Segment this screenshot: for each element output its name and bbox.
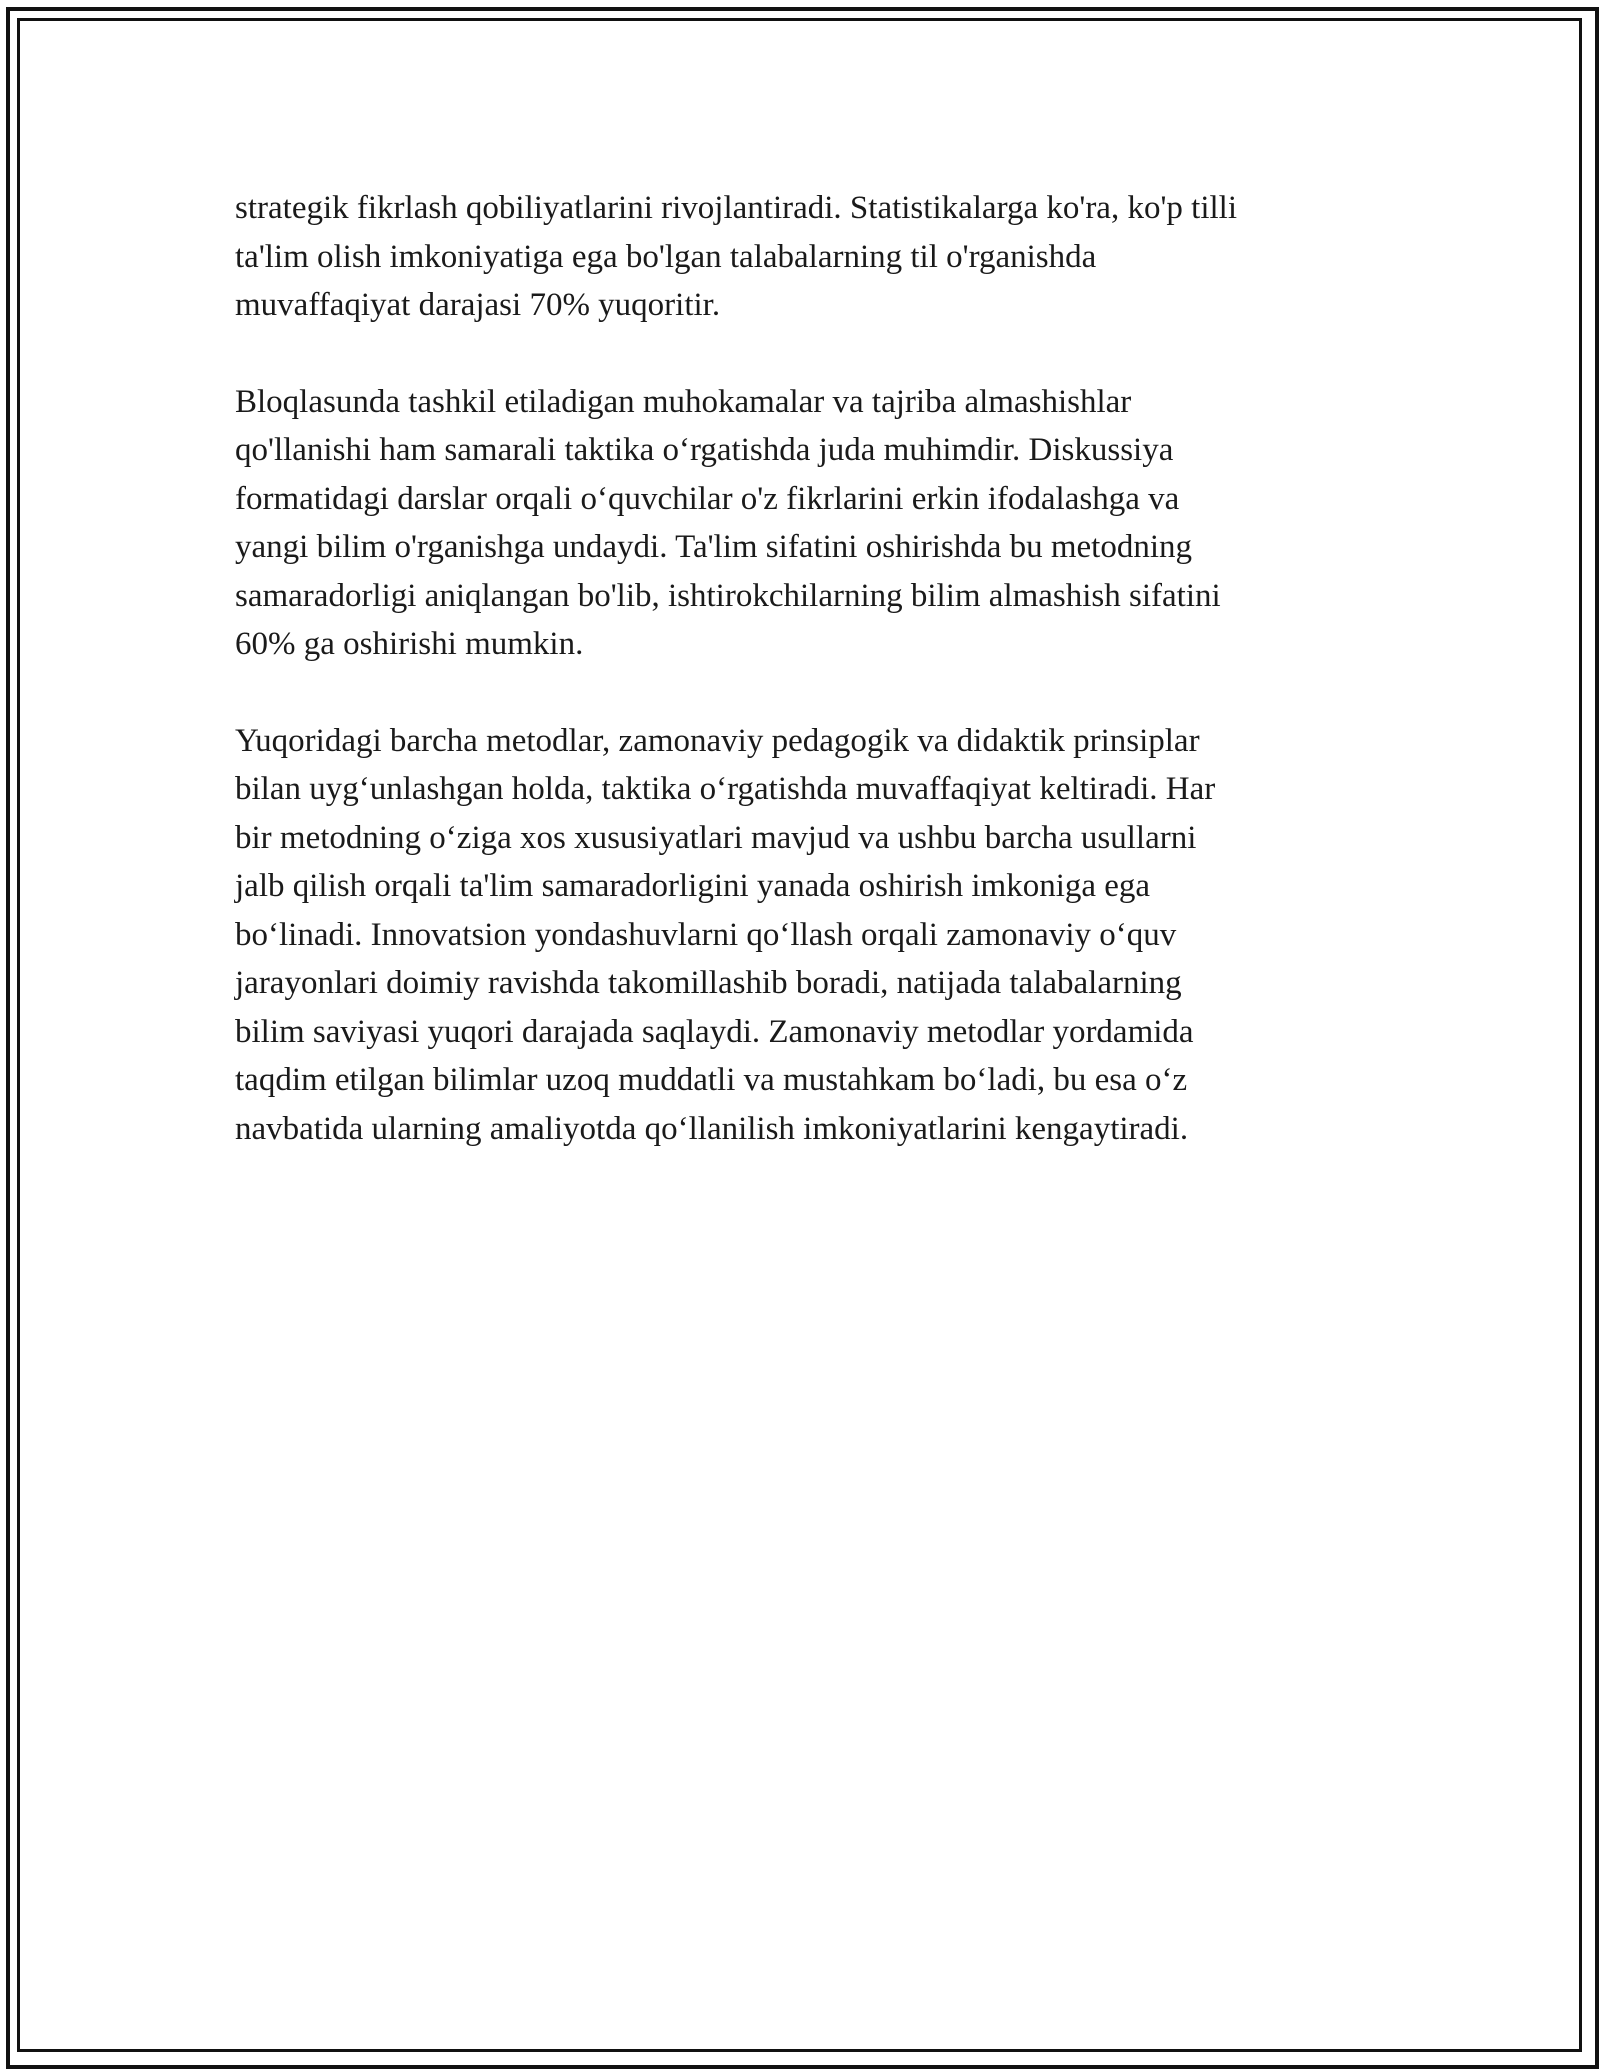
- text-line: taqdim etilgan bilimlar uzoq muddatli va mustahkam bo‘ladi, bu esa o‘z: [235, 1062, 1188, 1098]
- text-line: qo'llanishi ham samarali taktika o‘rgatishda juda muhimdir. Diskussiya: [235, 432, 1174, 468]
- text-line: ta'lim olish imkoniyatiga ega bo'lgan talabalarning til o'rganishda: [235, 238, 1097, 275]
- text-line: formatidagi darslar orqali o‘quvchilar o'z fikrlarini erkin ifodalashga va: [235, 480, 1180, 517]
- paragraph-3: [235, 717, 1365, 1154]
- paragraph-1: [235, 184, 1365, 330]
- paragraph-2: [235, 378, 1365, 669]
- text-line: bir metodning o‘ziga xos xususiyatlari mavjud va ushbu barcha usullarni: [235, 819, 1197, 856]
- text-line: 60% ga oshirishi mumkin.: [235, 626, 584, 662]
- text-line: Yuqoridagi barcha metodlar, zamonaviy pedagogik va didaktik prinsiplar: [235, 722, 1200, 759]
- text-line: bo‘linadi. Innovatsion yondashuvlarni qo‘llash orqali zamonaviy o‘quv: [235, 916, 1177, 953]
- text-line: jarayonlari doimiy ravishda takomillashib boradi, natijada talabalarning: [235, 965, 1182, 1001]
- text-line: bilan uyg‘unlashgan holda, taktika o‘rgatishda muvaffaqiyat keltiradi. Har: [235, 771, 1216, 807]
- document-body: [235, 184, 1365, 1201]
- text-line: jalb qilish orqali ta'lim samaradorligini yanada oshirish imkoniga ega: [235, 868, 1151, 904]
- text-line: navbatida ularning amaliyotda qo‘llanilish imkoniyatlarini kengaytiradi.: [235, 1110, 1189, 1147]
- text-line: strategik fikrlash qobiliyatlarini rivojlantiradi. Statistikalarga ko'ra, ko'p tilli: [235, 190, 1237, 226]
- text-line: muvaffaqiyat darajasi 70% yuqoritir.: [235, 287, 721, 323]
- text-line: yangi bilim o'rganishga undaydi. Ta'lim sifatini oshirishda bu metodning: [235, 529, 1193, 565]
- text-line: samaradorligi aniqlangan bo'lib, ishtirokchilarning bilim almashish sifatini: [235, 577, 1221, 614]
- text-line: Bloqlasunda tashkil etiladigan muhokamalar va tajriba almashishlar: [235, 383, 1132, 420]
- text-line: bilim saviyasi yuqori darajada saqlaydi. Zamonaviy metodlar yordamida: [235, 1013, 1194, 1050]
